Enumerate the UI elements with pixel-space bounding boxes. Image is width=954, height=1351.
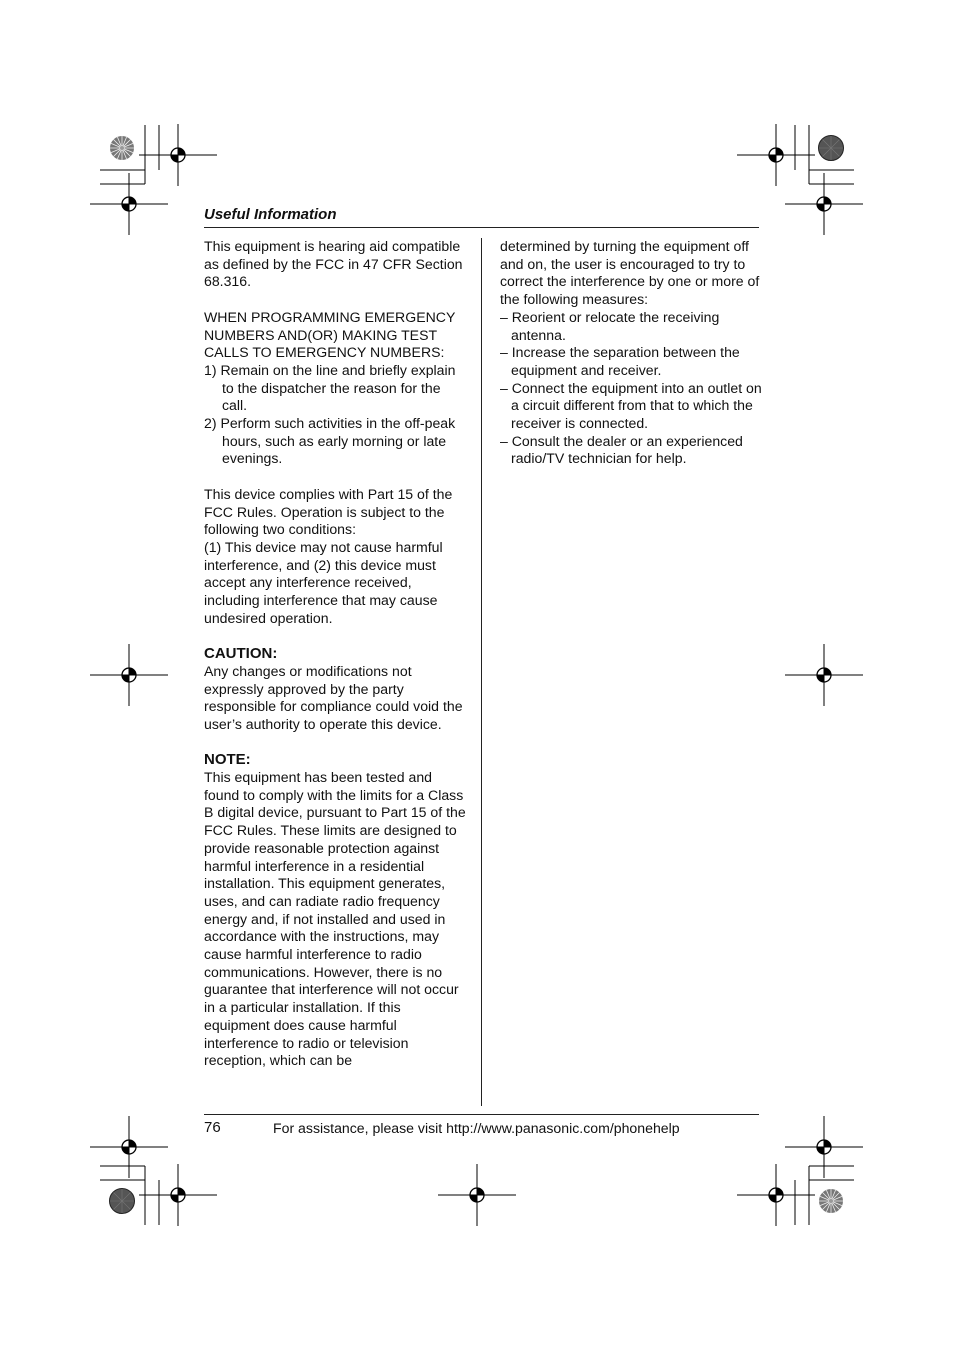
note-text: This equipment has been tested and found to comply with the limits for a Class B digital device, pursuant to Part 15 of the FCC Rules. These limits are designed to provide reasonable protection against harmful interference in a residential installation. This equipment generates, uses, and can radiate radio frequency energy and, if not installed and used in accordance with the instructions, may cause harmful interference to radio communications. However, there is no guarantee that interference will not occur in a particular installation. If this equipment does cause harmful interference to radio or television reception, which can be [204,769,466,1069]
measure-item-2: – Increase the separation between the equipment and receiver. [500,344,740,378]
caution-text: Any changes or modifications not expressly approved by the party responsible for compliance could void the user’s authority to operate this device. [204,662,463,732]
measure-item-4: – Consult the dealer or an experienced radio/TV technician for help. [500,432,743,467]
left-column [204,238,466,1070]
measure-item-3: – Connect the equipment into an outlet on a circuit different from that to which the receiver is connected. [500,379,762,432]
section-title: Useful Information [204,206,337,223]
continuation-text: determined by turning the equipment off and on, the user is encouraged to try to correct the interference by one or more of the following measures: [500,238,760,308]
column-divider [481,238,482,1106]
right-column [500,238,762,468]
note-heading: NOTE: [204,751,251,769]
emergency-item-2: 2) Perform such activities in the off-peak hours, such as early morning or late evenings. [204,415,456,467]
emergency-item-1: 1) Remain on the line and briefly explain to the dispatcher the reason for the call. [204,361,456,414]
part15-conditions: (1) This device may not cause harmful interference, and (2) this device must accept any interference received, including interference that may cause undesired operation. [204,538,443,626]
caution-heading: CAUTION: [204,645,278,663]
part15-intro: This device complies with Part 15 of the FCC Rules. Operation is subject to the following two conditions: [204,485,453,538]
emergency-heading: WHEN PROGRAMMING EMERGENCY NUMBERS AND(OR) MAKING TEST CALLS TO EMERGENCY NUMBERS: [204,308,456,361]
page-number: 76 [204,1119,221,1136]
assistance-note: For assistance, please visit http://www.panasonic.com/phonehelp [273,1120,680,1136]
footer-divider [204,1114,759,1115]
hearing-aid-paragraph: This equipment is hearing aid compatible as defined by the FCC in 47 CFR Section 68.316. [204,238,463,290]
measure-item-1: – Reorient or relocate the receiving antenna. [500,308,720,343]
section-header [204,206,759,228]
